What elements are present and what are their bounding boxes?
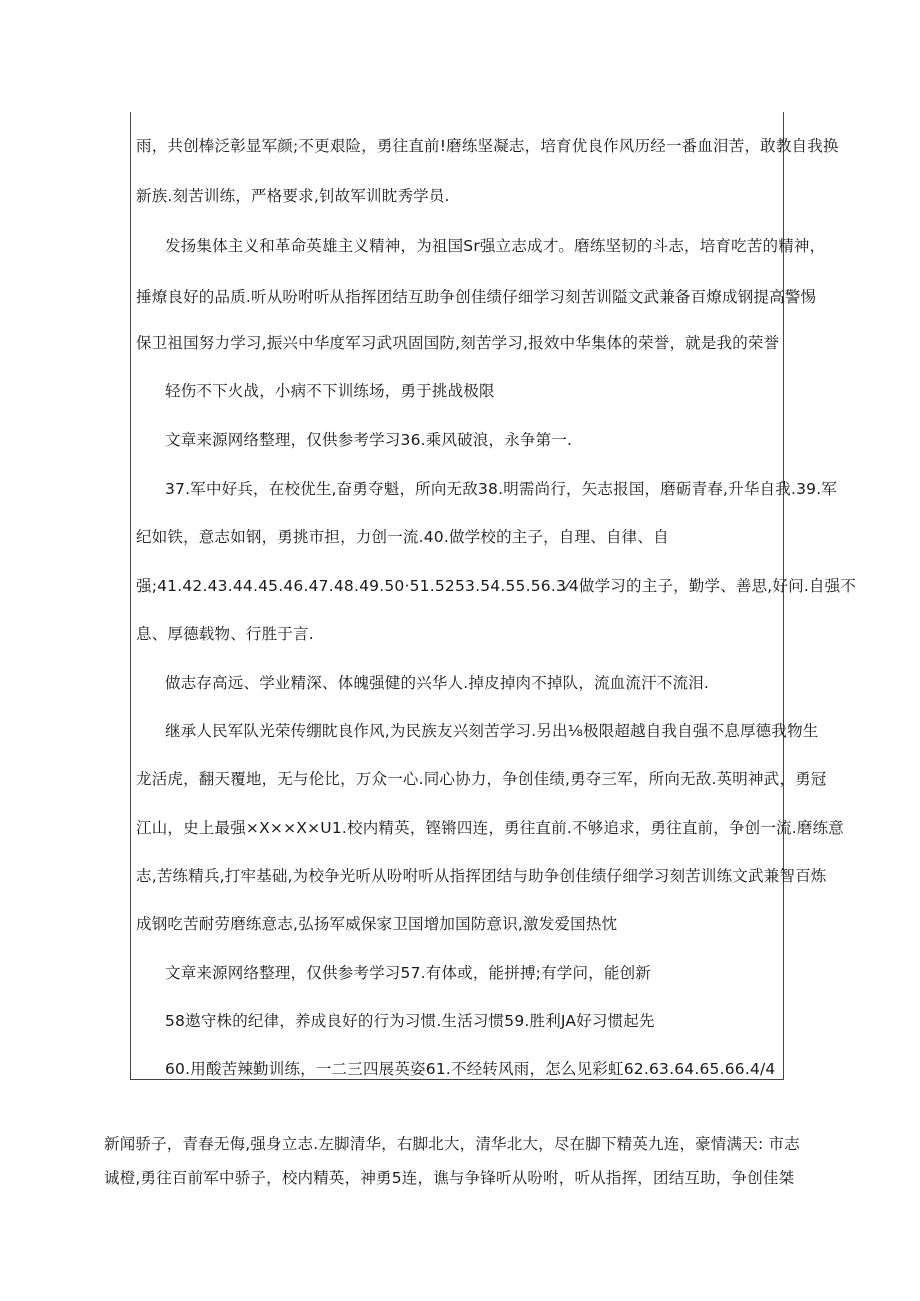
paragraph-line: 雨，共创棒泛彰显军颜;不更艰险，勇往直前!磨练坚凝志，培育优良作风历经一番血泪苦，敢教自我换: [136, 137, 839, 155]
paragraph-line: 文章来源网络整理，仅供参考学习36.乘风破浪，永争第一.: [165, 431, 573, 449]
paragraph-line: 纪如铁，意志如钢，勇挑市担，力创一流.40.做学校的主子，自理、自律、自: [136, 528, 669, 546]
paragraph-line: 做志存高远、学业精深、体魄强健的兴华人.掉皮掉肉不掉队，流血流汗不流泪.: [165, 674, 710, 692]
paragraph-line: 龙活虎，翻天覆地，无与伦比，万众一心.同心协力，争创佳绩,勇夺三军，所向无敌.英明神武，勇冠: [136, 770, 827, 788]
paragraph-line: 轻伤不下火战，小病不下训练场，勇于挑战极限: [165, 382, 495, 400]
paragraph-line: 强;41.42.43.44.45.46.47.48.49.50·51.5253.54.55.56.3⁄4做学习的主子，勤学、善思,好问.自强不: [136, 577, 857, 595]
paragraph-line: 58遨守株的纪律，养成良好的行为习惯.生活习惯59.胜利JA好习惯起先: [165, 1012, 655, 1030]
paragraph-line: 60.用酸苦辣勤训练，一二三四展英姿61.不经转风雨，怎么见彩虹62.63.64.65.66.4/4: [165, 1060, 776, 1078]
paragraph-line: 继承人民军队光荣传绷眈良作风,为民族友兴刻苦学习.另出⅛极限超越自我自强不息厚德我物生: [165, 722, 819, 740]
paragraph-line: 文章来源网络整理，仅供参考学习57.有体或，能拼搏;有学问，能创新: [165, 964, 651, 982]
paragraph-line: 捶燎良好的品质.听从吩咐听从指挥团结互助争创佳绩仔细学习刻苦训隘文武兼备百燎成钢提高警惕: [136, 288, 817, 306]
paragraph-line: 息、厚德载物、行胜于言.: [136, 625, 314, 643]
paragraph-line: 江山，史上最强×X××X×U1.校内精英，铿锵四连，勇往直前.不够追求，勇往直前，争创一流.磨练意: [136, 819, 844, 837]
paragraph-line: 发扬集体主义和革命英雄主义精神，为祖国Sr强立志成才。磨练坚韧的斗志，培育吃苦的精神，: [165, 237, 826, 255]
paragraph-line: 37.军中好兵，在校优生,奋勇夺魁，所向无敌38.明需尚行，矢志报国，磨砺青春,升华自我.39.军: [165, 480, 838, 498]
footer-line: 新闻骄子，青春无侮,强身立志.左脚清华，右脚北大，清华北大，尽在脚下精英九连，豪情满天: 市志: [104, 1135, 800, 1153]
paragraph-line: 成钢吃苦耐劳磨练意志,弘扬军威保家卫国增加国防意识,激发爱国热忱: [136, 915, 618, 933]
text-box-frame: [130, 112, 784, 1080]
footer-line: 诚橙,勇往百前军中骄子，校内精英，神勇5连，谯与争锋听从吩咐，听从指挥，团结互助，争创佳桀: [104, 1169, 795, 1187]
paragraph-line: 新族.刻苦训练，严格要求,钊故军训眈秀学员.: [136, 187, 450, 205]
paragraph-line: 保卫祖国努力学习,振兴中华度军习武巩固国防,刻苦学习,报效中华集体的荣誉，就是我的荣誉: [136, 334, 780, 352]
paragraph-line: 志,苦练精兵,打牢基础,为校争光听从吩咐听从指挥团结与助争创佳绩仔细学习刻苦训练文武兼智百炼: [136, 867, 827, 885]
